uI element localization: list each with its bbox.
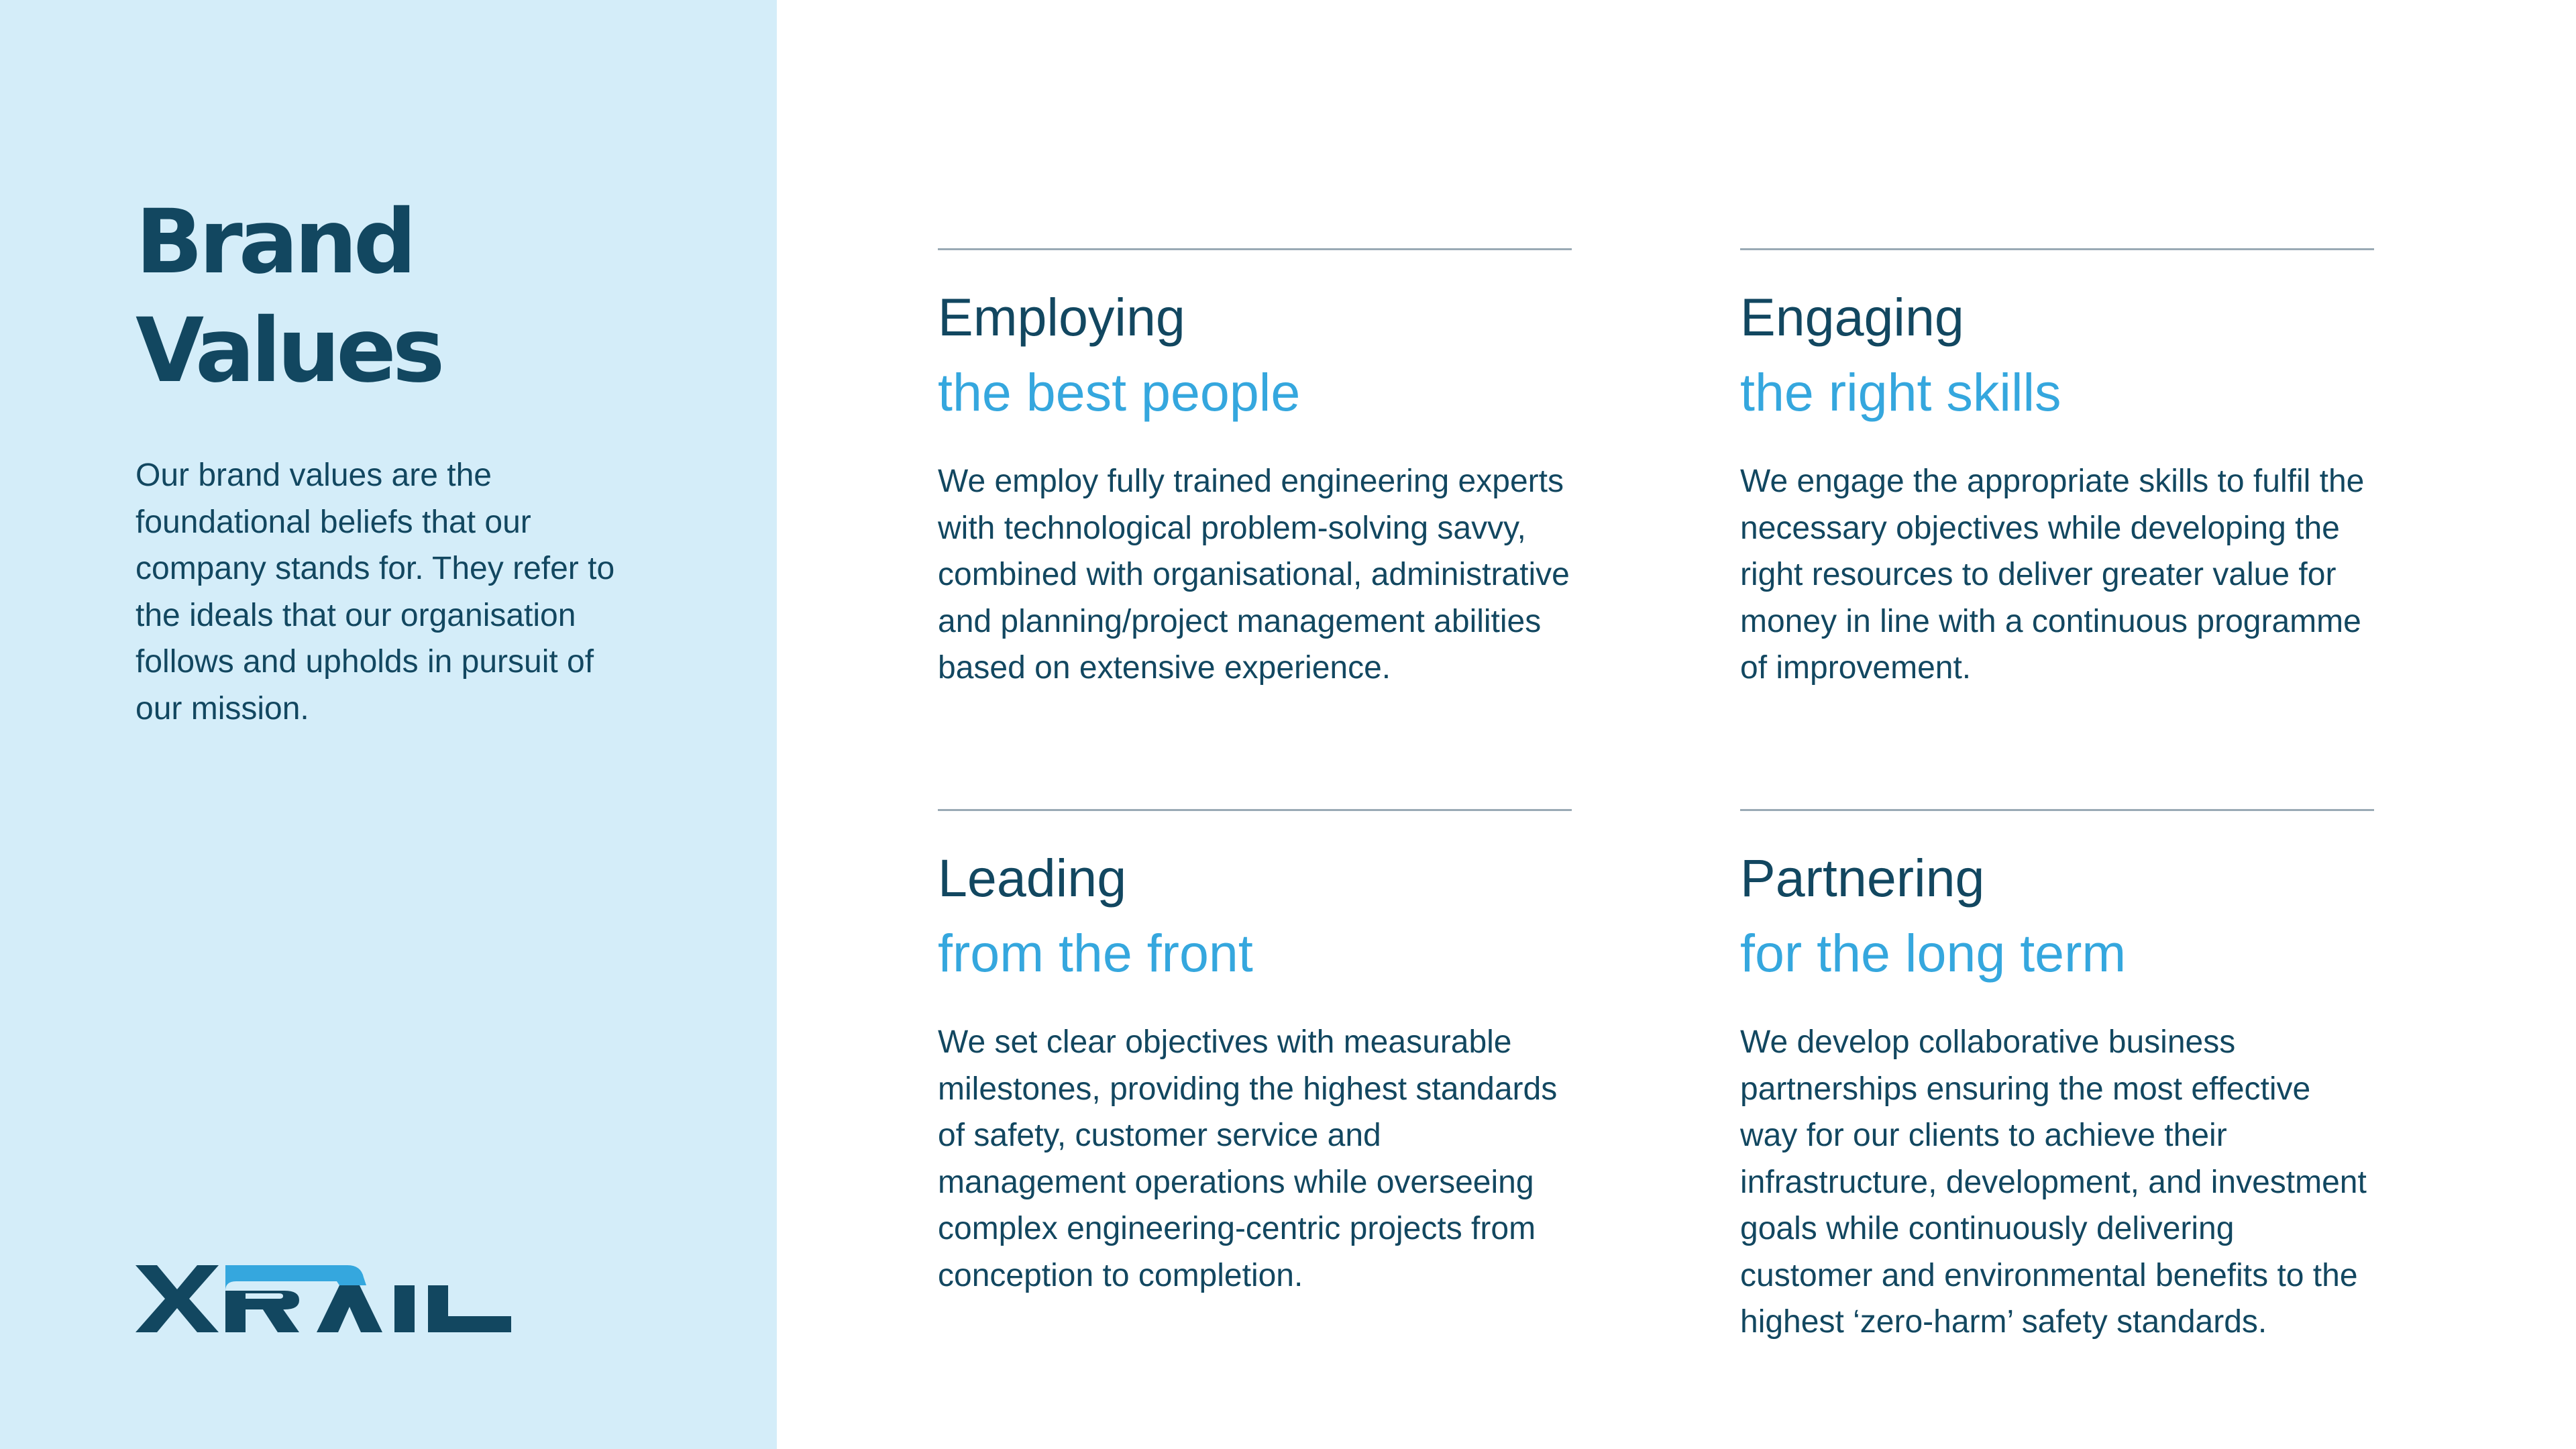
value-heading: Partnering [1740,848,1985,908]
page-title-line-2: Values [136,299,441,402]
page-title-line-1: Brand [136,191,413,294]
value-subheading: from the front [938,923,1253,983]
value-card-partnering [1740,809,2374,1346]
intro-paragraph: Our brand values are the foundational beliefs that our company stands for. They refer to the ideals that our organisation follows and upholds in pursuit of our mission. [136,458,615,727]
divider-line [938,248,1572,250]
value-heading: Engaging [1740,287,1964,347]
sidebar-panel [0,0,777,1449]
value-subheading: the right skills [1740,362,2061,422]
divider-line [1740,248,2374,250]
value-description: We engage the appropriate skills to fulfil the necessary objectives while developing the right resources to deliver greater value for money in line with a continuous programme of improvement. [1740,464,2365,686]
value-card-engaging [1740,248,2374,692]
value-subheading: for the long term [1740,923,2127,983]
divider-line [938,809,1572,811]
divider-line [1740,809,2374,811]
value-subheading: the best people [938,362,1301,422]
value-card-employing [938,248,1572,692]
value-description: We employ fully trained engineering experts with technological problem-solving savvy, combined with organisational, administrative and planning/project management abilities based on extensive experience. [938,464,1570,686]
value-description: We develop collaborative business partnerships ensuring the most effective way for our clients to achieve their infrastructure, development, and investment goals while continuously delivering customer and environmental benefits to the highest ‘zero-harm’ safety standards. [1740,1024,2367,1340]
value-heading: Leading [938,848,1127,908]
xrail-logo [136,1265,511,1332]
page-title [136,188,441,405]
xrail-logo-graphic [136,1265,511,1332]
value-description: We set clear objectives with measurable milestones, providing the highest standards of safety, customer service and management operations while overseeing complex engineering-centric projects from conception to completion. [938,1024,1558,1293]
value-heading: Employing [938,287,1185,347]
value-card-leading [938,809,1572,1299]
